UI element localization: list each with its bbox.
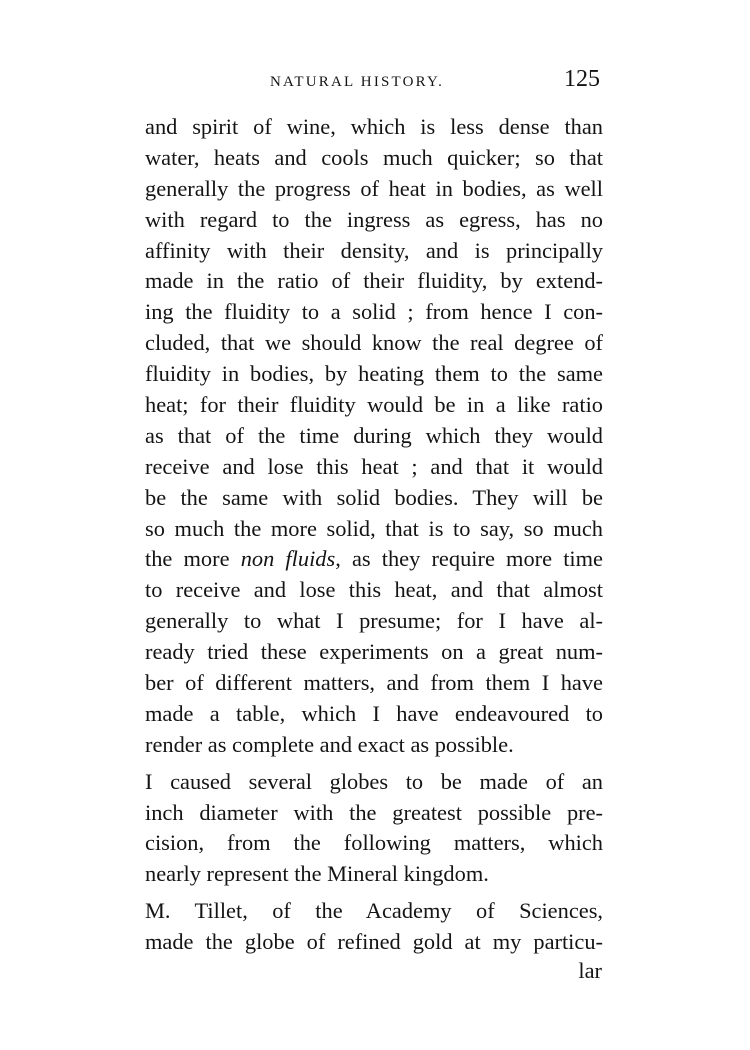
line-text: made in the ratio of their fluidity, by extend- — [145, 268, 603, 294]
line-text: I caused several globes to be made of an — [145, 768, 603, 794]
text-line — [145, 859, 603, 890]
line-text: made a table, which I have endeavoured to — [145, 700, 603, 726]
text-line — [145, 236, 603, 267]
page-number: 125 — [564, 66, 600, 92]
text-line — [145, 421, 603, 452]
line-text: affinity with their density, and is principally — [145, 237, 603, 263]
line-text: generally the progress of heat in bodies, as well — [145, 175, 603, 201]
text-line — [145, 266, 603, 297]
text-line — [145, 297, 603, 328]
text-line — [145, 637, 603, 668]
paragraph — [145, 112, 603, 761]
line-text: with regard to the ingress as egress, has no — [145, 206, 603, 232]
line-text: M. Tillet, of the Academy of Sciences, — [145, 898, 603, 924]
text-line — [145, 143, 603, 174]
line-text: made the globe of refined gold at my particu- — [145, 929, 603, 955]
line-text: so much the more solid, that is to say, so much — [145, 515, 603, 541]
text-line — [145, 359, 603, 390]
line-text: heat; for their fluidity would be in a like ratio — [145, 392, 603, 418]
text-line — [145, 174, 603, 205]
line-text: ber of different matters, and from them I have — [145, 670, 603, 696]
text-line — [145, 514, 603, 545]
text-line — [145, 205, 603, 236]
italic-term: non fluids — [240, 546, 336, 572]
line-text: , as they require more time — [335, 546, 603, 572]
text-line — [145, 730, 603, 761]
line-text: nearly represent the Mineral kingdom. — [145, 861, 489, 887]
text-line — [145, 452, 603, 483]
line-text: inch diameter with the greatest possible pre- — [145, 799, 603, 825]
text-line — [145, 896, 603, 927]
text-line — [145, 606, 603, 637]
text-line — [145, 328, 603, 359]
text-line — [145, 112, 603, 143]
body-text — [145, 112, 603, 958]
text-line — [145, 483, 603, 514]
line-text: receive and lose this heat ; and that it would — [145, 453, 603, 479]
line-text: to receive and lose this heat, and that almost — [145, 577, 603, 603]
line-text: water, heats and cools much quicker; so that — [145, 144, 603, 170]
paragraph — [145, 896, 603, 958]
line-text: ing the fluidity to a solid ; from hence I con- — [145, 299, 603, 325]
text-line — [145, 767, 603, 798]
running-title: NATURAL HISTORY. — [270, 74, 445, 90]
text-line — [145, 798, 603, 829]
paragraph — [145, 767, 603, 891]
text-line — [145, 390, 603, 421]
text-line — [145, 544, 603, 575]
catchword: lar — [578, 958, 602, 983]
text-line — [145, 699, 603, 730]
line-text: render as complete and exact as possible. — [145, 731, 514, 757]
text-line — [145, 828, 603, 859]
line-text: as that of the time during which they would — [145, 422, 603, 448]
line-text: the more — [145, 546, 241, 572]
running-head — [270, 66, 600, 102]
line-text: ready tried these experiments on a great num- — [145, 639, 603, 665]
line-text: generally to what I presume; for I have al- — [145, 608, 603, 634]
text-line — [145, 575, 603, 606]
line-text: cluded, that we should know the real degree of — [145, 330, 603, 356]
line-text: fluidity in bodies, by heating them to the same — [145, 361, 603, 387]
text-line — [145, 927, 603, 958]
line-text: cision, from the following matters, which — [145, 830, 603, 856]
text-line — [145, 668, 603, 699]
line-text: and spirit of wine, which is less dense than — [145, 114, 603, 139]
line-text: be the same with solid bodies. They will be — [145, 484, 603, 510]
